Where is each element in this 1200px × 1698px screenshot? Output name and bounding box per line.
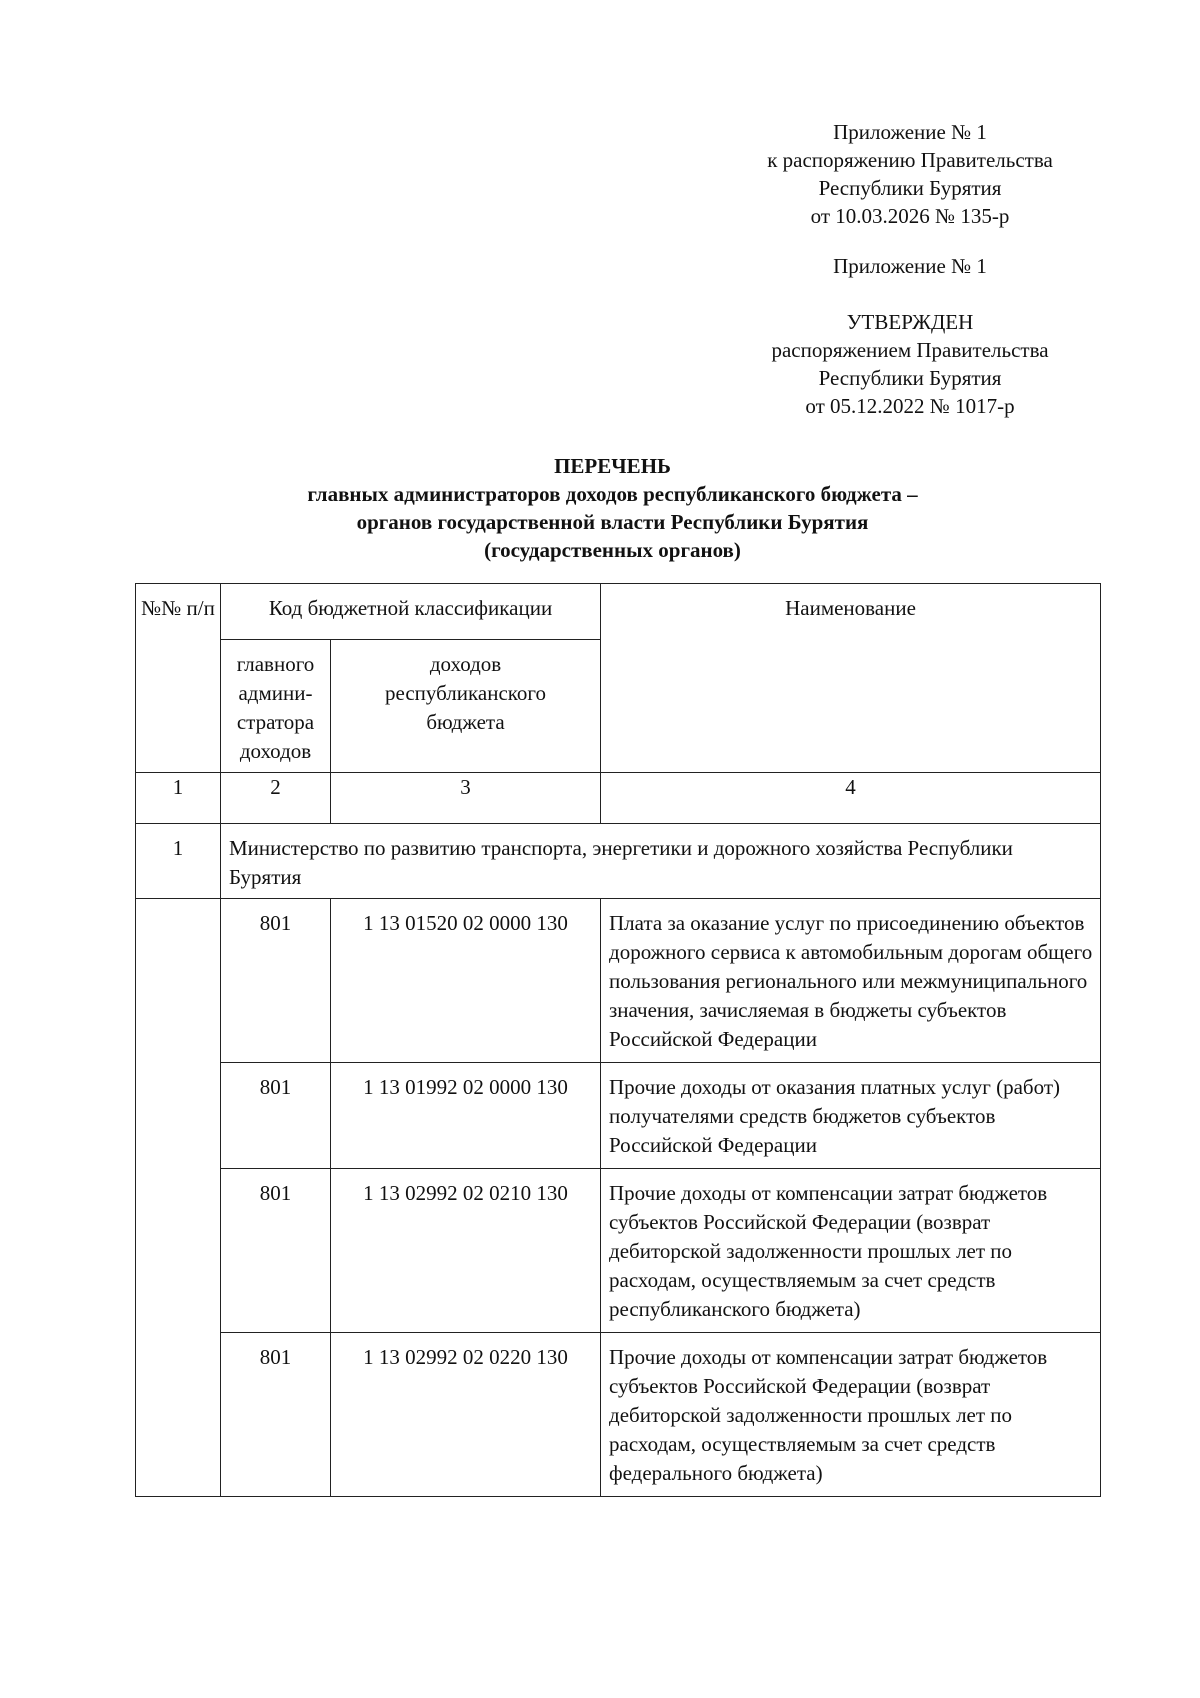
header-num: №№ п/п <box>136 584 221 773</box>
income-name: Прочие доходы от компенсации затрат бюджетов субъектов Российской Федерации (возврат дебиторской задолженности прошлых лет по расходам, осуществляемым за счет средств федерального бюджета) <box>601 1333 1101 1497</box>
empty-num-cell <box>136 899 221 1497</box>
annex-header-line: Приложение № 1 <box>833 120 987 144</box>
approved-line: Республики Бурятия <box>818 366 1002 390</box>
column-number: 4 <box>601 773 1101 824</box>
annex-header-line: к распоряжению Правительства <box>767 148 1053 172</box>
approved-line: УТВЕРЖДЕН <box>846 310 974 334</box>
admin-code: 801 <box>221 1063 331 1169</box>
table-header-row <box>136 584 1101 640</box>
ministry-row <box>136 824 1101 899</box>
income-code: 1 13 01992 02 0000 130 <box>331 1063 601 1169</box>
admin-code: 801 <box>221 899 331 1063</box>
annex-label-text: Приложение № 1 <box>833 254 987 278</box>
title-line: (государственных органов) <box>484 538 741 562</box>
income-name: Плата за оказание услуг по присоединению объектов дорожного сервиса к автомобильным дорогам общего пользования регионального или межмуниципального значения, зачисляемая в бюджеты субъектов Российской Федерации <box>601 899 1101 1063</box>
ministry-name: Министерство по развитию транспорта, энергетики и дорожного хозяйства Республики Бурятия <box>221 824 1101 899</box>
ministry-num: 1 <box>136 824 221 899</box>
column-number: 1 <box>136 773 221 824</box>
header-name: Наименование <box>601 584 1101 773</box>
document-title <box>130 452 1095 564</box>
title-line: органов государственной власти Республики Бурятия <box>356 510 869 534</box>
table-row <box>136 899 1101 1063</box>
income-code: 1 13 01520 02 0000 130 <box>331 899 601 1063</box>
table-row <box>136 1063 1101 1169</box>
income-code: 1 13 02992 02 0210 130 <box>331 1169 601 1333</box>
annex-header-line: Республики Бурятия <box>818 176 1002 200</box>
header-admin: главного админи-стратора доходов <box>221 640 331 773</box>
title-line: главных администраторов доходов республиканского бюджета – <box>307 482 918 506</box>
income-name: Прочие доходы от оказания платных услуг (работ) получателями средств бюджетов субъектов Российской Федерации <box>601 1063 1101 1169</box>
approved-line: от 05.12.2022 № 1017-р <box>805 394 1015 418</box>
approved-block <box>700 308 1120 420</box>
income-name: Прочие доходы от компенсации затрат бюджетов субъектов Российской Федерации (возврат дебиторской задолженности прошлых лет по расходам, осуществляемым за счет средств республиканского бюджета) <box>601 1169 1101 1333</box>
header-income: доходов республиканского бюджета <box>331 640 601 773</box>
table-row <box>136 1333 1101 1497</box>
annex-label <box>700 252 1120 280</box>
income-code: 1 13 02992 02 0220 130 <box>331 1333 601 1497</box>
title-line: ПЕРЕЧЕНЬ <box>554 454 671 478</box>
column-number: 3 <box>331 773 601 824</box>
annex-header-line: от 10.03.2026 № 135-р <box>810 204 1010 228</box>
annex-header <box>700 118 1120 230</box>
admin-code: 801 <box>221 1333 331 1497</box>
column-number-row <box>136 773 1101 824</box>
admin-code: 801 <box>221 1169 331 1333</box>
approved-line: распоряжением Правительства <box>771 338 1049 362</box>
revenue-administrators-table <box>135 583 1101 1497</box>
column-number: 2 <box>221 773 331 824</box>
table-row <box>136 1169 1101 1333</box>
header-code-group: Код бюджетной классификации <box>221 584 601 640</box>
